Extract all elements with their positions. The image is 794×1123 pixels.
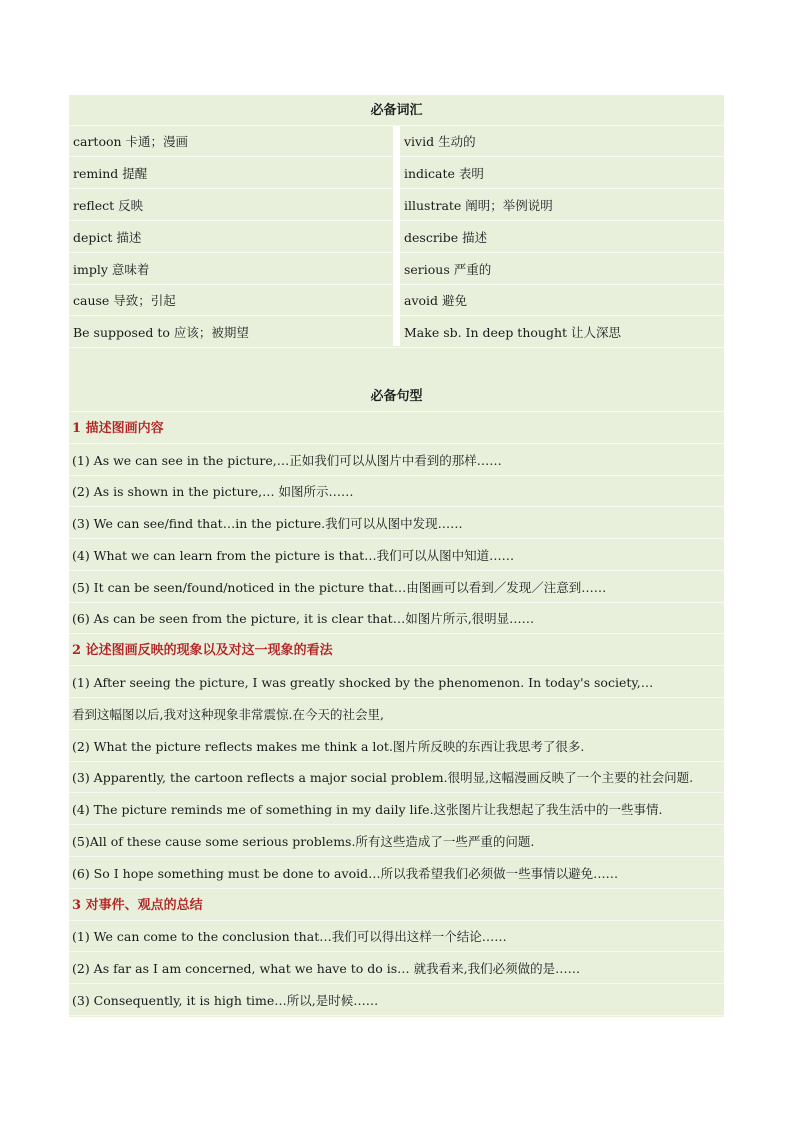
pattern-line: (2) As is shown in the picture,… 如图所示…… [72,484,354,499]
patterns-title: 必备句型 [69,381,724,412]
vocab-item: Be supposed to 应该；被期望 [73,325,249,340]
section-heading-row [69,635,724,666]
pattern-line: (6) So I hope something must be done to avoid…所以我希望我们必须做一些事情以避免…… [72,866,619,881]
vocab-title: 必备词汇 [69,95,724,126]
pattern-row [69,762,724,793]
pattern-line: (1) We can come to the conclusion that…我们可以得出这样一个结论…… [72,929,507,944]
vocab-item: reflect 反映 [73,198,144,213]
pattern-row [69,445,724,476]
pattern-row [69,953,724,984]
pattern-line: (2) What the picture reflects makes me think a lot.图片所反映的东西让我思考了很多. [72,739,585,754]
vocab-item: Make sb. In deep thought 让人深思 [404,325,621,340]
pattern-line: (3) Apparently, the cartoon reflects a major social problem.很明显,这幅漫画反映了一个主要的社会问题. [72,770,694,785]
pattern-row [69,921,724,952]
pattern-row [69,794,724,825]
section-heading-row [69,413,724,444]
vocab-item: illustrate 阐明；举例说明 [404,198,553,213]
section-heading: 1 描述图画内容 [72,421,164,436]
document-panel [69,95,724,1017]
pattern-line: (1) As we can see in the picture,…正如我们可以从图片中看到的那样…… [72,453,502,468]
pattern-row [69,858,724,889]
pattern-row [69,826,724,857]
section-heading-row [69,890,724,921]
pattern-line: (5)All of these cause some serious problems.所有这些造成了一些严重的问题. [72,834,535,849]
pattern-row [69,985,724,1016]
vocab-item: serious 严重的 [404,262,492,277]
pattern-line: (5) It can be seen/found/noticed in the picture that…由图画可以看到／发现／注意到…… [72,580,607,595]
section-heading: 2 论述图画反映的现象以及对这一现象的看法 [72,643,333,658]
pattern-row [69,572,724,603]
vocab-item: depict 描述 [73,230,142,245]
pattern-row [69,508,724,539]
vocab-item: cause 导致；引起 [73,293,176,308]
pattern-row [69,667,724,698]
pattern-line: (1) After seeing the picture, I was greatly shocked by the phenomenon. In today's society,… [72,675,654,690]
vocab-item: imply 意味着 [73,262,150,277]
section-heading: 3 对事件、观点的总结 [72,898,203,913]
pattern-row [69,476,724,507]
pattern-line: (2) As far as I am concerned, what we have to do is… 就我看来,我们必须做的是…… [72,961,581,976]
pattern-line: (3) Consequently, it is high time…所以,是时候…… [72,993,379,1008]
column-divider [393,126,400,346]
pattern-line: (6) As can be seen from the picture, it is clear that…如图片所示,很明显…… [72,611,535,626]
pattern-line: (4) What we can learn from the picture is that…我们可以从图中知道…… [72,548,515,563]
vocab-item: cartoon 卡通；漫画 [73,134,189,149]
pattern-row [69,540,724,571]
vocab-item: vivid 生动的 [404,134,476,149]
vocab-item: avoid 避免 [404,293,468,308]
vocab-item: describe 描述 [404,230,488,245]
vocab-item: indicate 表明 [404,166,484,181]
pattern-row [69,699,724,730]
pattern-line: 看到这幅图以后,我对这种现象非常震惊.在今天的社会里, [72,707,384,722]
vocab-item: remind 提醒 [73,166,148,181]
pattern-row [69,603,724,634]
pattern-row [69,731,724,762]
pattern-line: (3) We can see/find that…in the picture.我们可以从图中发现…… [72,516,463,531]
pattern-line: (4) The picture reminds me of something in my daily life.这张图片让我想起了我生活中的一些事情. [72,802,663,817]
